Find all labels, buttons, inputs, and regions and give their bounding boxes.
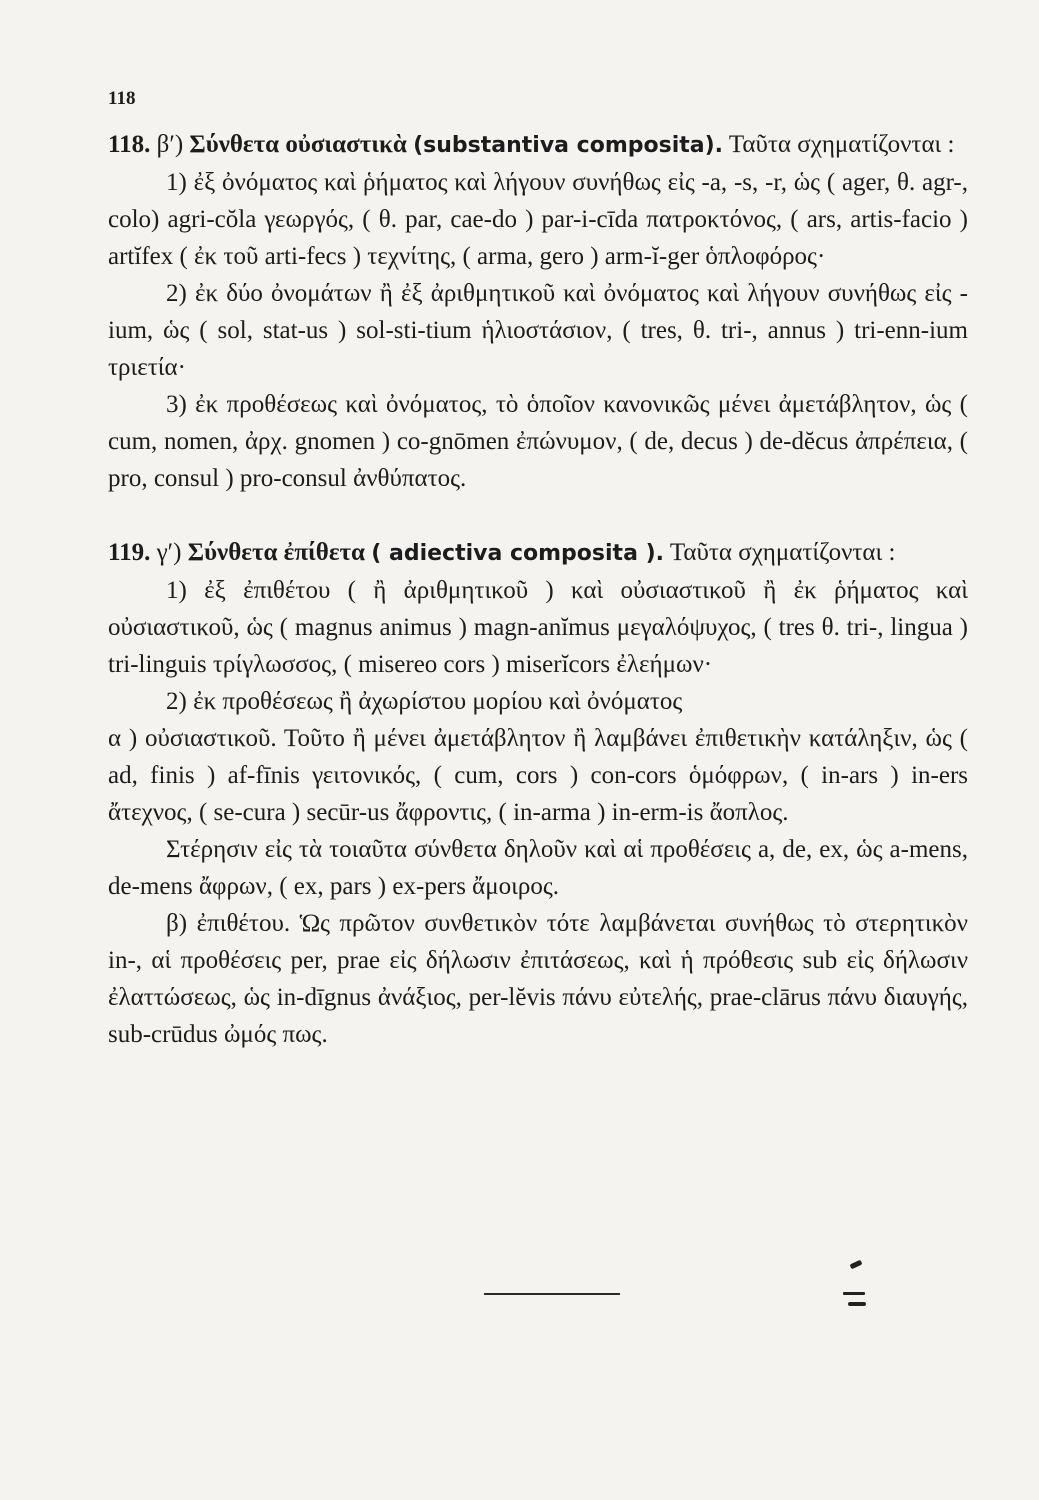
end-rule xyxy=(484,1293,620,1295)
section-heading-latin: ( adiectiva composita ). xyxy=(371,541,664,566)
section-heading-greek: Σύνθετα οὐσιαστικὰ xyxy=(189,131,407,158)
section-heading-latin: (substantiva composita). xyxy=(413,133,724,158)
section-heading-greek: Σύνθετα ἐπίθετα xyxy=(187,539,366,566)
paragraph: α ) οὐσιαστικοῦ. Τοῦτο ἢ μένει ἀμετάβλητον ἢ λαμβάνει ἐπιθετικὴν κατάληξιν, ὡς ( ad, finis ) af-fīnis γειτονικός, ( cum, cors ) con-cors ὁμόφρων, ( in-ars ) in-ers ἄτεχνος, ( se-cura ) secūr-us ἄφροντις, ( in-arma ) in-erm-is ἄοπλος. xyxy=(108,725,968,826)
ink-mark xyxy=(843,1292,865,1295)
paragraph: 2) ἐκ προθέσεως ἢ ἀχωρίστου μορίου καὶ ὀνόματος xyxy=(166,688,683,715)
section-label: γ′) xyxy=(156,539,182,566)
section-number: 119. xyxy=(108,539,151,566)
paragraph: 2) ἐκ δύο ὀνομάτων ἢ ἐξ ἀριθμητικοῦ καὶ ὀνόματος καὶ λήγουν συνήθως εἰς -ium, ὡς ( sol, stat-us ) sol-sti-tium ἡλιοστάσιον, ( tres, θ. tri-, annus ) tri-enn-ium τριετία· xyxy=(108,280,968,381)
ink-mark xyxy=(850,1260,863,1270)
section-intro: Ταῦτα σχηματίζονται : xyxy=(669,539,896,566)
section-119-heading-paragraph xyxy=(108,534,968,572)
ink-mark xyxy=(848,1302,866,1306)
section-number: 118. xyxy=(108,131,151,158)
body-text xyxy=(108,126,968,1053)
paragraph: 1) ἐξ ἐπιθέτου ( ἢ ἀριθμητικοῦ ) καὶ οὐσιαστικοῦ ἢ ἐκ ῥήματος καὶ οὐσιαστικοῦ, ὡς ( magnus animus ) magn-anĭmus μεγαλόψυχος, ( tres θ. tri-, lingua ) tri-linguis τρίγλωσσος, ( misereo cors ) miserĭcors ἐλεήμων· xyxy=(108,577,968,678)
paragraph: 3) ἐκ προθέσεως καὶ ὀνόματος, τὸ ὁποῖον κανονικῶς μένει ἀμετάβλητον, ὡς ( cum, nomen, ἀρχ. gnomen ) co-gnōmen ἐπώνυμον, ( de, decus ) de-dĕcus ἀπρέπεια, ( pro, consul ) pro-consul ἀνθύπατος. xyxy=(108,391,968,492)
section-intro: Ταῦτα σχηματίζονται : xyxy=(728,131,955,158)
paragraph: 1) ἐξ ὀνόματος καὶ ῥήματος καὶ λήγουν συνήθως εἰς -a, -s, -r, ὡς ( ager, θ. agr-, colo) agri-cŏla γεωργός, ( θ. par, cae-do ) par-i-cīda πατροκτόνος, ( ars, artis-facio ) artĭfex ( ἐκ τοῦ arti-fecs ) τεχνίτης, ( arma, gero ) arm-ĭ-ger ὁπλοφόρος· xyxy=(108,169,968,270)
section-label: β′) xyxy=(156,131,184,158)
page-number: 118 xyxy=(108,88,136,109)
paragraph: Στέρησιν εἰς τὰ τοιαῦτα σύνθετα δηλοῦν καὶ αἱ προθέσεις a, de, ex, ὡς a-mens, de-mens ἄφρων, ( ex, pars ) ex-pers ἄμοιρος. xyxy=(108,836,968,900)
section-118-heading-paragraph xyxy=(108,126,968,164)
paragraph: β) ἐπιθέτου. Ὡς πρῶτον συνθετικὸν τότε λαμβάνεται συνήθως τὸ στερητικὸν in-, αἱ προθέσεις per, prae εἰς δήλωσιν ἐπιτάσεως, καὶ ἡ πρόθεσις sub εἰς δήλωσιν ἐλαττώσεως, ὡς in-dīgnus ἀνάξιος, per-lĕvis πάνυ εὐτελής, prae-clārus πάνυ διαυγής, sub-crūdus ὠμός πως. xyxy=(108,910,968,1048)
